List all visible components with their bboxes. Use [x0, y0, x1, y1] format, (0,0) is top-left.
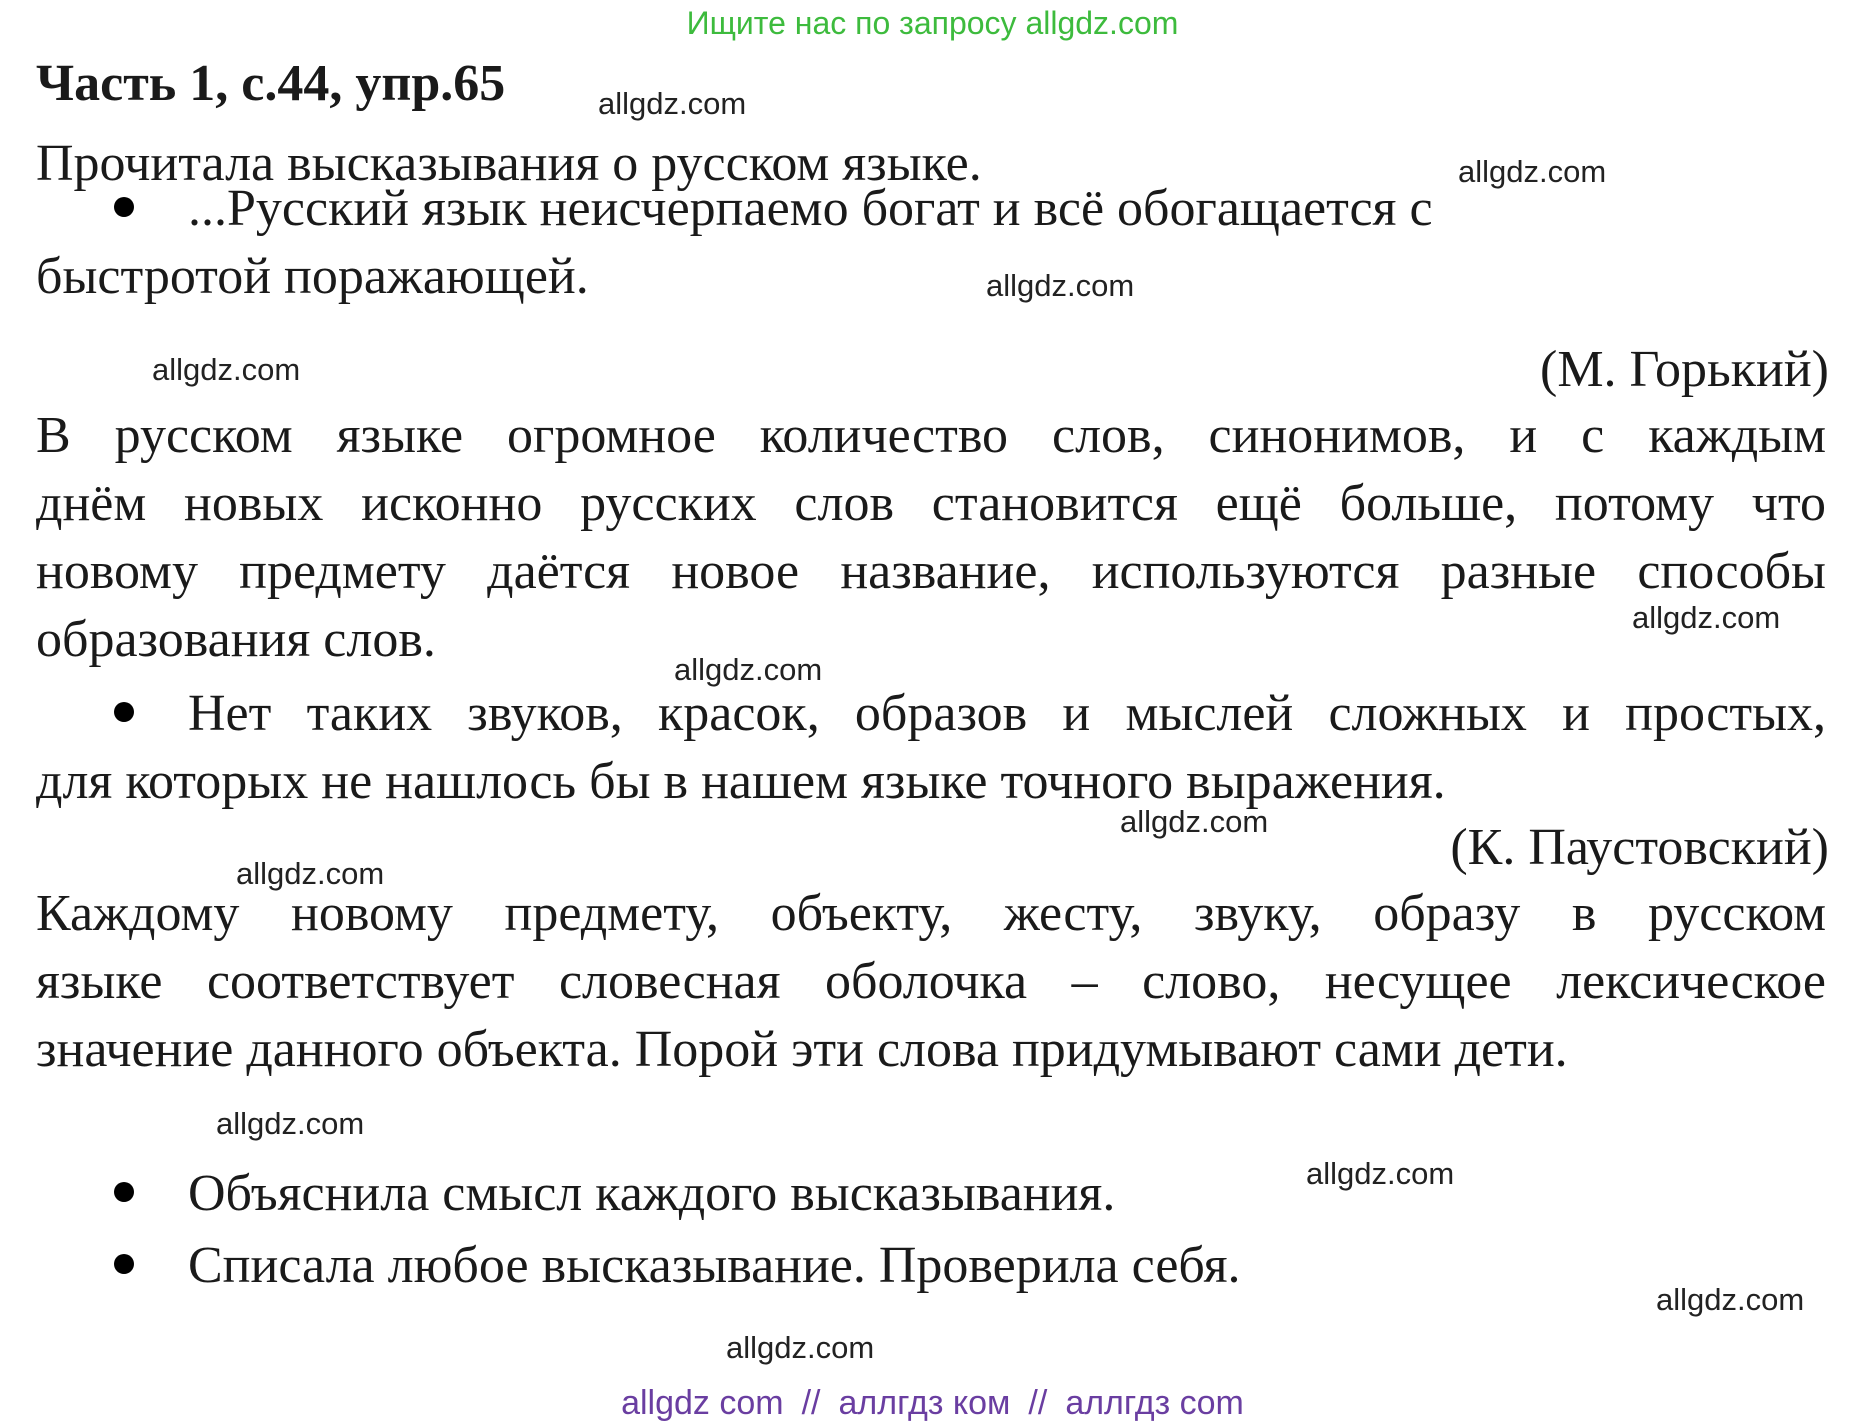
- bullet-quote-2: [114, 702, 134, 722]
- paragraph-2-line-1: Каждому новому предмету, объекту, жесту, звуку, образу в русском: [36, 885, 1826, 942]
- watermark: allgdz.com: [1120, 804, 1269, 839]
- intro-text: Прочитала высказывания о русском языке.: [36, 135, 982, 192]
- quote-2-line-2: для которых не нашлось бы в нашем языке точного выражения.: [36, 753, 1446, 810]
- quote-1-author: (М. Горький): [1540, 341, 1829, 398]
- paragraph-2: [36, 880, 1826, 1084]
- bullet-task-1: [114, 1182, 134, 1202]
- bottom-banner-part-2: аллгдз ком: [838, 1384, 1011, 1422]
- paragraph-1-line-3: новому предмету даётся новое название, используются разные способы: [36, 543, 1826, 600]
- watermark: allgdz.com: [1458, 154, 1607, 189]
- top-banner: Ищите нас по запросу allgdz.com: [686, 5, 1179, 41]
- task-2: Списала любое высказывание. Проверила себя.: [188, 1237, 1241, 1294]
- quote-2-line-1: Нет таких звуков, красок, образов и мыслей сложных и простых,: [188, 685, 1826, 742]
- watermark: allgdz.com: [986, 268, 1135, 303]
- bottom-banner-part-3: аллгдз com: [1065, 1384, 1244, 1422]
- paragraph-1-line-4: образования слов.: [36, 611, 436, 668]
- paragraph-1-line-2: днём новых исконно русских слов становится ещё больше, потому что: [36, 475, 1826, 532]
- watermark: allgdz.com: [236, 856, 385, 891]
- task-1: Объяснила смысл каждого высказывания.: [188, 1165, 1116, 1222]
- bottom-banner-part-1: allgdz com: [621, 1384, 784, 1422]
- quote-1-line-1: ...Русский язык неисчерпаемо богат и всё обогащается с: [188, 180, 1433, 237]
- paragraph-2-line-3: значение данного объекта. Порой эти слова придумывают сами дети.: [36, 1021, 1568, 1078]
- watermark: allgdz.com: [598, 86, 747, 121]
- watermark: allgdz.com: [1632, 600, 1781, 635]
- bullet-task-2: [114, 1254, 134, 1274]
- paragraph-1-line-1: В русском языке огромное количество слов, синонимов, и с каждым: [36, 407, 1826, 464]
- watermark: allgdz.com: [152, 352, 301, 387]
- watermark: allgdz.com: [1656, 1282, 1805, 1317]
- quote-1-line-2: быстротой поражающей.: [36, 248, 589, 305]
- bullet-quote-1: [114, 197, 134, 217]
- watermark: allgdz.com: [726, 1330, 875, 1365]
- watermark: allgdz.com: [216, 1106, 365, 1141]
- bottom-banner: [0, 1386, 1865, 1420]
- bottom-banner-separator: //: [1028, 1384, 1048, 1422]
- page-heading: Часть 1, с.44, упр.65: [36, 55, 506, 112]
- paragraph-1: [36, 402, 1826, 674]
- bottom-banner-separator: //: [801, 1384, 821, 1422]
- watermark: allgdz.com: [1306, 1156, 1455, 1191]
- paragraph-2-line-2: языке соответствует словесная оболочка – слово, несущее лексическое: [36, 953, 1826, 1010]
- quote-2-author: (К. Паустовский): [1450, 819, 1829, 876]
- watermark: allgdz.com: [674, 652, 823, 687]
